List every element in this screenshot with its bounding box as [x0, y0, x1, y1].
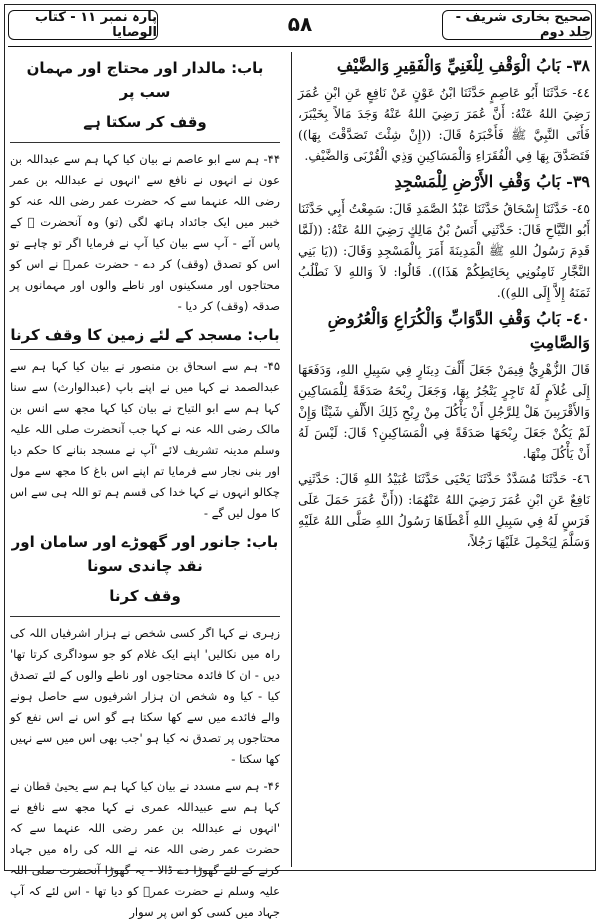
urdu-column — [10, 52, 280, 919]
chapter-40-title: ٤٠- بَابُ وَقْفِ الدَّوَابِّ وَالْكُرَاعِ وَالْعُرُوضِ وَالصَّامِتِ — [327, 309, 590, 352]
zuhri-arabic: قَالَ الزُّهْرِيُّ فِيمَنْ جَعَلَ أَلْفَ دِينَارٍ فِي سَبِيلِ اللهِ، وَدَفَعَهَا إِلَى غُلاَمٍ لَهُ تَاجِرٍ يَتْجُرُ بِهَا، وَجَعَلَ رِبْحَهُ صَدَقَةً لِلْمَسَاكِينِ وَالأَقْرَبِينَ هَلْ لِلرَّجُلِ أَنْ يَأْكُلَ مِنْ رِبْحِ ذَلِكَ الأَلْفِ شَيْئًا وَإِنْ لَمْ يَكُنْ جَعَلَ رِبْحَهَا صَدَقَةً فِي الْمَسَاكِينِ؟ قَالَ: لَيْسَ لَهُ أَنْ يَأْكُلَ مِنْهَا. — [298, 362, 590, 461]
chapter-38-title: ٣٨- بَابُ الْوَقْفِ لِلْغَنِيِّ وَالْفَقِيرِ وَالضَّيْفِ — [336, 56, 590, 75]
hadith-44-arabic: ٤٤- حَدَّثَنَا أَبُو عَاصِمٍ حَدَّثَنَا ابْنُ عَوْنٍ عَنْ نَافِعٍ عَنِ ابْنِ عُمَرَ رَضِيَ اللهُ عَنْهُ: أَنَّ عُمَرَ رَضِيَ اللهُ عَنْهُ وَجَدَ مَالاً بِخَيْبَرَ، فَأَتَى النَّبِيَّ ﷺ فَأَخْبَرَهُ قَالَ: ((إِنْ شِئْتَ تَصَدَّقْتَ بِهَا)) فَتَصَدَّقَ بِهَا فِي الْفُقَرَاءِ وَالْمَسَاكِينِ وَذِي الْقُرْبَى وَالضَّيْفِ. — [298, 85, 590, 163]
bab-38-heading — [10, 56, 280, 143]
bab-40-heading — [10, 530, 280, 617]
page-number: ۵۸ — [287, 12, 313, 36]
hadith-45-urdu: ۴۵- ہم سے اسحاق بن منصور نے بیان کیا کہا ہم سے عبدالصمد نے کہا میں نے اپنے باپ (عبدالوارث) سے سنا کہا ہم سے ابو التیاح نے بیان کیا کہا مجھ سے انس بن مالک رضی اللہ عنہ نے کہا جب آنحضرت صلی اللہ علیہ وسلم مدینہ تشریف لائے 'آپ نے مسجد بنانے کا حکم دیا اور بنی نجار سے فرمایا تم اپنے اس باغ کا مجھ سے مول چکالو انہوں نے کہا خدا کی قسم ہم تو اللہ ہی سے اس کا مول لیں گے - — [10, 359, 280, 520]
hadith-45-arabic: ٤٥- حَدَّثَنَا إِسْحَاقُ حَدَّثَنَا عَبْدُ الصَّمَدِ قَالَ: سَمِعْتُ أَبِي حَدَّثَنَا أَبُو التَّيَّاحِ قَالَ: حَدَّثَنِي أَنَسُ بْنُ مَالِكٍ رَضِيَ اللهُ عَنْهُ: ((لَمَّا قَدِمَ رَسُولُ اللهِ ﷺ الْمَدِينَةَ أَمَرَ بِالْمَسْجِدِ وَقَالَ: ((يَا بَنِي النَّجَّارِ ثَامِنُونِي بِحَائِطِكُمْ هَذَا)). قَالُوا: لاَ وَاللهِ لاَ نَطْلُبُ ثَمَنَهُ إِلاَّ إِلَى اللهِ)). — [298, 201, 590, 300]
hadith-44-urdu: ۴۴- ہم سے ابو عاصم نے بیان کیا کہا ہم سے عبداللہ بن عون نے انہوں نے نافع سے 'انہوں نے عبداللہ بن عمر رضی اللہ عنہما سے کہ حضرت عمر رضی اللہ عنہ کو خیبر میں ایک جائداد ہاتھ لگی (تو) وہ آنحضرت ﷺ کے پاس آئے - آپ سے بیان کیا آپ نے فرمایا اگر تو چاہے تو اس کو تصدق (وقف) کر دے - حضرت عمرؓ نے اس کو محتاجوں اور مسکینوں اور ناطے والوں اور مہمانوں پر صدقہ (وقف) کر دیا - — [10, 152, 280, 313]
chapter-39-title: ٣٩- بَابُ وَقْفِ الأَرْضِ لِلْمَسْجِدِ — [394, 172, 590, 191]
bab-38-line-2: وقف کر سکتا ہے — [83, 113, 207, 131]
section-label: پارہ نمبر ۱۱ - کتاب الوصایا — [8, 10, 158, 40]
hadith-46-urdu: ۴۶- ہم سے مسدد نے بیان کیا کہا ہم سے یحییٰ قطان نے کہا ہم سے عبیداللہ عمری نے کہا مجھ سے نافع نے 'انہوں نے عبداللہ بن عمر رضی اللہ عنہما سے کہ حضرت عمر رضی اللہ عنہ نے اللہ کی راہ میں جہاد کرنے کے لئے گھوڑا دے ڈالا - یہ گھوڑا آنحضرت صلی اللہ علیہ وسلم نے حضرت عمرؓ کو دیا تھا - اس لئے کہ آپ جہاد میں کسی کو اس پر سوار — [10, 779, 280, 919]
header-rule — [8, 46, 592, 47]
bab-40-line-2: وقف کرنا — [109, 587, 181, 605]
page-header — [8, 6, 592, 46]
bab-39-heading: باب: مسجد کے لئے زمین کا وقف کرنا — [10, 323, 280, 350]
column-divider — [291, 52, 292, 867]
arabic-column — [298, 52, 590, 867]
bab-40-line-1: باب: جانور اور گھوڑے اور سامان اور نقد چاندی سونا — [11, 533, 279, 575]
hadith-46-arabic: ٤٦- حَدَّثَنَا مُسَدَّدٌ حَدَّثَنَا يَحْيَى حَدَّثَنَا عُبَيْدُ اللهِ قَالَ: حَدَّثَنِي نَافِعٌ عَنِ ابْنِ عُمَرَ رَضِيَ اللهُ عَنْهُمَا: ((أَنَّ عُمَرَ حَمَلَ عَلَى فَرَسٍ لَهُ فِي سَبِيلِ اللهِ أَعْطَاهَا رَسُولُ اللهِ صَلَّى اللهُ عَلَيْهِ وَسَلَّمَ لِيَحْمِلَ عَلَيْهَا رَجُلاً، — [298, 471, 590, 549]
zuhri-urdu: زہری نے کہا اگر کسی شخص نے ہزار اشرفیاں اللہ کی راہ میں نکالیں' اپنے ایک غلام کو جو سوداگری کرتا تھا' دیں - ان کا فائدہ محتاجوں اور ناطے والوں کے لئے تصدق کیا - کیا وہ شخص ان ہزار اشرفیوں سے حاصل ہونے والے فائدے میں سے کھا سکتا ہے گو اس نے اس نفع کو محتاجوں پر تصدق نہ کیا ہو 'جب بھی اس میں سے نہیں کھا سکتا - — [10, 626, 280, 766]
bab-38-line-1: باب: مالدار اور محتاج اور مہمان سب پر — [26, 59, 264, 101]
book-title: صحیح بخاری شریف - جلد دوم — [442, 10, 592, 40]
